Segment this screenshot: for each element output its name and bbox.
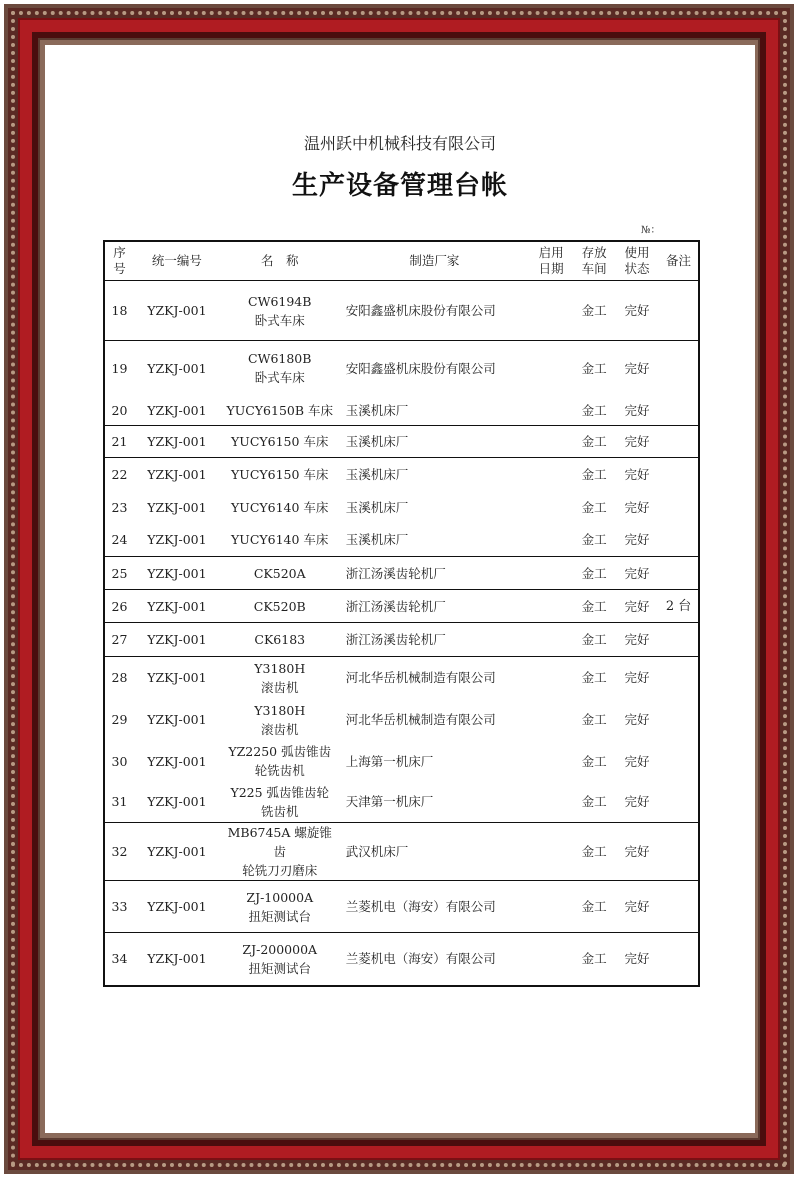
status-cell: 完好 bbox=[615, 341, 659, 396]
table-row bbox=[104, 426, 699, 458]
workshop-cell: 金工 bbox=[573, 341, 615, 396]
name-cell bbox=[220, 823, 340, 881]
name-line: YUCY6150B 车床 bbox=[226, 402, 334, 418]
status-cell: 完好 bbox=[615, 881, 659, 933]
serial-cell: 26 bbox=[104, 590, 134, 623]
workshop-cell: 金工 bbox=[573, 823, 615, 881]
serial-cell: 23 bbox=[111, 499, 128, 515]
table-row bbox=[104, 281, 699, 341]
workshop-cell: 金工 bbox=[573, 557, 615, 590]
name-cell bbox=[220, 657, 340, 699]
equipment-ledger-table bbox=[103, 240, 700, 987]
table-row bbox=[104, 524, 699, 557]
name-line: ZJ-200000A bbox=[242, 941, 318, 957]
note-cell: 2 台 bbox=[659, 590, 699, 623]
status-cell: 完好 bbox=[615, 590, 659, 623]
maker-cell: 安阳鑫盛机床股份有限公司 bbox=[345, 303, 496, 318]
maker-cell: 浙江汤溪齿轮机厂 bbox=[340, 557, 529, 590]
table-row bbox=[104, 657, 699, 699]
serial-cell: 21 bbox=[104, 426, 134, 458]
header-serial: 序号 bbox=[104, 241, 134, 281]
workshop-cell: 金工 bbox=[573, 623, 615, 657]
date-cell bbox=[529, 491, 573, 524]
name-line: CK520B bbox=[253, 598, 306, 614]
name-line: 扭矩测试台 bbox=[248, 908, 311, 924]
status-cell: 完好 bbox=[624, 794, 650, 810]
header-name: 名 称 bbox=[220, 241, 340, 281]
note-cell bbox=[659, 657, 699, 699]
note-cell bbox=[659, 782, 699, 823]
code-cell: YZKJ-001 bbox=[147, 402, 207, 418]
status-cell: 完好 bbox=[615, 623, 659, 657]
document-page bbox=[45, 45, 755, 1133]
status-cell: 完好 bbox=[624, 712, 650, 727]
date-cell bbox=[529, 699, 573, 741]
name-cell bbox=[220, 426, 340, 458]
code-cell: YZKJ-001 bbox=[134, 933, 220, 986]
note-cell bbox=[659, 933, 699, 986]
workshop-cell: 金工 bbox=[573, 590, 615, 623]
date-cell bbox=[529, 590, 573, 623]
name-cell bbox=[220, 281, 340, 341]
workshop-cell: 金工 bbox=[581, 402, 607, 418]
maker-cell: 河北华岳机械制造有限公司 bbox=[340, 657, 529, 699]
date-cell bbox=[529, 933, 573, 986]
code-cell: YZKJ-001 bbox=[147, 794, 207, 810]
name-line: YUCY6150 车床 bbox=[231, 434, 329, 449]
code-cell: YZKJ-001 bbox=[134, 823, 220, 881]
status-cell: 完好 bbox=[615, 933, 659, 986]
note-cell bbox=[659, 426, 699, 458]
code-cell: YZKJ-001 bbox=[147, 532, 207, 548]
serial-cell: 24 bbox=[111, 532, 128, 548]
note-cell bbox=[659, 881, 699, 933]
code-cell: YZKJ-001 bbox=[134, 458, 220, 491]
name-line: CW6180B bbox=[248, 351, 312, 367]
maker-cell: 浙江汤溪齿轮机厂 bbox=[340, 623, 529, 657]
workshop-cell: 金工 bbox=[573, 657, 615, 699]
company-name: 温州跃中机械科技有限公司 bbox=[303, 134, 496, 153]
name-line: 轮铣刀刃磨床 bbox=[242, 863, 318, 878]
table-row bbox=[104, 590, 699, 623]
name-line: CK6183 bbox=[254, 632, 306, 647]
name-cell bbox=[220, 782, 340, 823]
serial-cell: 25 bbox=[104, 557, 134, 590]
status-cell: 完好 bbox=[615, 657, 659, 699]
maker-cell: 兰菱机电（海安）有限公司 bbox=[340, 881, 529, 933]
note-cell bbox=[659, 623, 699, 657]
code-cell: YZKJ-001 bbox=[134, 881, 220, 933]
date-cell bbox=[529, 623, 573, 657]
name-line: Y225 弧齿锥齿轮 bbox=[230, 784, 330, 800]
table-row bbox=[104, 881, 699, 933]
table-row bbox=[104, 823, 699, 881]
name-cell bbox=[220, 491, 340, 524]
name-line: 扭矩测试台 bbox=[248, 960, 311, 976]
name-line: 卧式车床 bbox=[254, 312, 305, 328]
header-workshop: 存放车间 bbox=[573, 241, 615, 281]
header-date: 启用日期 bbox=[529, 241, 573, 281]
maker-cell: 武汉机床厂 bbox=[340, 823, 529, 881]
date-cell bbox=[529, 881, 573, 933]
status-cell: 完好 bbox=[624, 753, 650, 769]
serial-cell: 33 bbox=[104, 881, 134, 933]
name-cell bbox=[220, 341, 340, 396]
code-cell: YZKJ-001 bbox=[134, 657, 220, 699]
code-cell: YZKJ-001 bbox=[134, 341, 220, 396]
table-row bbox=[104, 782, 699, 823]
note-cell bbox=[659, 699, 699, 741]
workshop-cell: 金工 bbox=[581, 794, 607, 810]
maker-cell: 上海第一机床厂 bbox=[345, 753, 434, 769]
date-cell bbox=[529, 458, 573, 491]
date-cell bbox=[529, 557, 573, 590]
note-cell bbox=[659, 524, 699, 557]
table-row bbox=[104, 396, 699, 426]
date-cell bbox=[529, 657, 573, 699]
name-line: 轮铣齿机 bbox=[254, 763, 305, 778]
name-line: CK520A bbox=[253, 565, 306, 581]
maker-cell: 玉溪机床厂 bbox=[345, 532, 409, 548]
header-code: 统一编号 bbox=[134, 241, 220, 281]
serial-cell: 29 bbox=[111, 712, 128, 727]
maker-cell: 安阳鑫盛机床股份有限公司 bbox=[340, 341, 529, 396]
name-line: ZJ-10000A bbox=[246, 889, 314, 905]
note-cell bbox=[659, 741, 699, 782]
name-cell bbox=[220, 881, 340, 933]
date-cell bbox=[529, 823, 573, 881]
table-row bbox=[104, 341, 699, 396]
status-cell: 完好 bbox=[624, 402, 650, 418]
workshop-cell: 金工 bbox=[573, 933, 615, 986]
serial-cell: 32 bbox=[104, 823, 134, 881]
name-cell bbox=[220, 458, 340, 491]
code-cell: YZKJ-001 bbox=[147, 303, 207, 318]
name-cell bbox=[220, 623, 340, 657]
name-cell bbox=[220, 524, 340, 557]
workshop-cell: 金工 bbox=[573, 881, 615, 933]
code-cell: YZKJ-001 bbox=[134, 557, 220, 590]
maker-cell: 天津第一机床厂 bbox=[345, 794, 434, 810]
serial-cell: 22 bbox=[104, 458, 134, 491]
name-line: 滚齿机 bbox=[260, 679, 299, 695]
status-cell: 完好 bbox=[615, 557, 659, 590]
name-line: Y3180H bbox=[254, 660, 306, 676]
serial-cell: 31 bbox=[111, 794, 128, 810]
code-cell: YZKJ-001 bbox=[134, 426, 220, 458]
name-line: YUCY6140 车床 bbox=[231, 532, 329, 548]
code-cell: YZKJ-001 bbox=[134, 590, 220, 623]
maker-cell: 玉溪机床厂 bbox=[340, 458, 529, 491]
code-cell: YZKJ-001 bbox=[147, 753, 207, 769]
name-line: 滚齿机 bbox=[260, 721, 299, 737]
note-cell bbox=[659, 491, 699, 524]
name-line: Y3180H bbox=[254, 702, 306, 718]
header-note: 备注 bbox=[659, 241, 699, 281]
header-status: 使用状态 bbox=[615, 241, 659, 281]
status-cell: 完好 bbox=[615, 426, 659, 458]
serial-cell: 28 bbox=[104, 657, 134, 699]
name-line: YUCY6150 车床 bbox=[231, 466, 329, 482]
note-cell bbox=[659, 823, 699, 881]
serial-cell: 20 bbox=[111, 402, 128, 418]
date-cell bbox=[529, 426, 573, 458]
date-cell bbox=[529, 281, 573, 341]
table-row bbox=[104, 557, 699, 590]
maker-cell: 兰菱机电（海安）有限公司 bbox=[340, 933, 529, 986]
date-cell bbox=[529, 396, 573, 426]
status-cell: 完好 bbox=[615, 458, 659, 491]
maker-cell: 玉溪机床厂 bbox=[340, 426, 529, 458]
note-cell bbox=[659, 557, 699, 590]
maker-cell: 玉溪机床厂 bbox=[345, 402, 409, 418]
name-line: YUCY6140 车床 bbox=[231, 499, 329, 515]
document-title: 生产设备管理台帐 bbox=[291, 171, 508, 201]
table-row bbox=[104, 491, 699, 524]
table-row bbox=[104, 933, 699, 986]
name-cell bbox=[220, 699, 340, 741]
name-cell bbox=[220, 590, 340, 623]
date-cell bbox=[529, 524, 573, 557]
maker-cell: 浙江汤溪齿轮机厂 bbox=[340, 590, 529, 623]
note-cell bbox=[659, 341, 699, 396]
workshop-cell: 金工 bbox=[581, 712, 607, 727]
workshop-cell: 金工 bbox=[581, 303, 607, 318]
code-cell: YZKJ-001 bbox=[147, 712, 207, 727]
header-row bbox=[104, 241, 699, 281]
name-cell bbox=[220, 557, 340, 590]
date-cell bbox=[529, 341, 573, 396]
workshop-cell: 金工 bbox=[573, 458, 615, 491]
maker-cell: 河北华岳机械制造有限公司 bbox=[345, 712, 496, 727]
date-cell bbox=[529, 782, 573, 823]
date-cell bbox=[529, 741, 573, 782]
name-cell bbox=[220, 741, 340, 782]
status-cell: 完好 bbox=[615, 823, 659, 881]
serial-cell: 34 bbox=[104, 933, 134, 986]
table-row bbox=[104, 458, 699, 491]
serial-cell: 19 bbox=[104, 341, 134, 396]
status-cell: 完好 bbox=[624, 532, 650, 548]
serial-cell: 27 bbox=[104, 623, 134, 657]
maker-cell: 玉溪机床厂 bbox=[345, 499, 409, 515]
header-maker: 制造厂家 bbox=[340, 241, 529, 281]
name-cell bbox=[220, 933, 340, 986]
workshop-cell: 金工 bbox=[573, 426, 615, 458]
name-line: 卧式车床 bbox=[254, 370, 305, 386]
workshop-cell: 金工 bbox=[581, 499, 607, 515]
name-line: YZ2250 弧齿锥齿 bbox=[228, 744, 332, 759]
status-cell: 完好 bbox=[624, 303, 650, 318]
name-line: 铣齿机 bbox=[260, 803, 299, 819]
serial-cell: 30 bbox=[111, 753, 128, 769]
code-cell: YZKJ-001 bbox=[147, 499, 207, 515]
number-label: №： bbox=[641, 225, 661, 236]
status-cell: 完好 bbox=[624, 499, 650, 515]
table-row bbox=[104, 699, 699, 741]
note-cell bbox=[659, 281, 699, 341]
name-line: MB6745A 螺旋锥齿 bbox=[227, 825, 332, 859]
code-cell: YZKJ-001 bbox=[134, 623, 220, 657]
workshop-cell: 金工 bbox=[581, 532, 607, 548]
serial-cell: 18 bbox=[111, 303, 128, 318]
note-cell bbox=[659, 396, 699, 426]
table-row bbox=[104, 623, 699, 657]
table-row bbox=[104, 741, 699, 782]
name-cell bbox=[220, 396, 340, 426]
name-line: CW6194B bbox=[248, 293, 312, 309]
workshop-cell: 金工 bbox=[581, 753, 607, 769]
note-cell bbox=[659, 458, 699, 491]
